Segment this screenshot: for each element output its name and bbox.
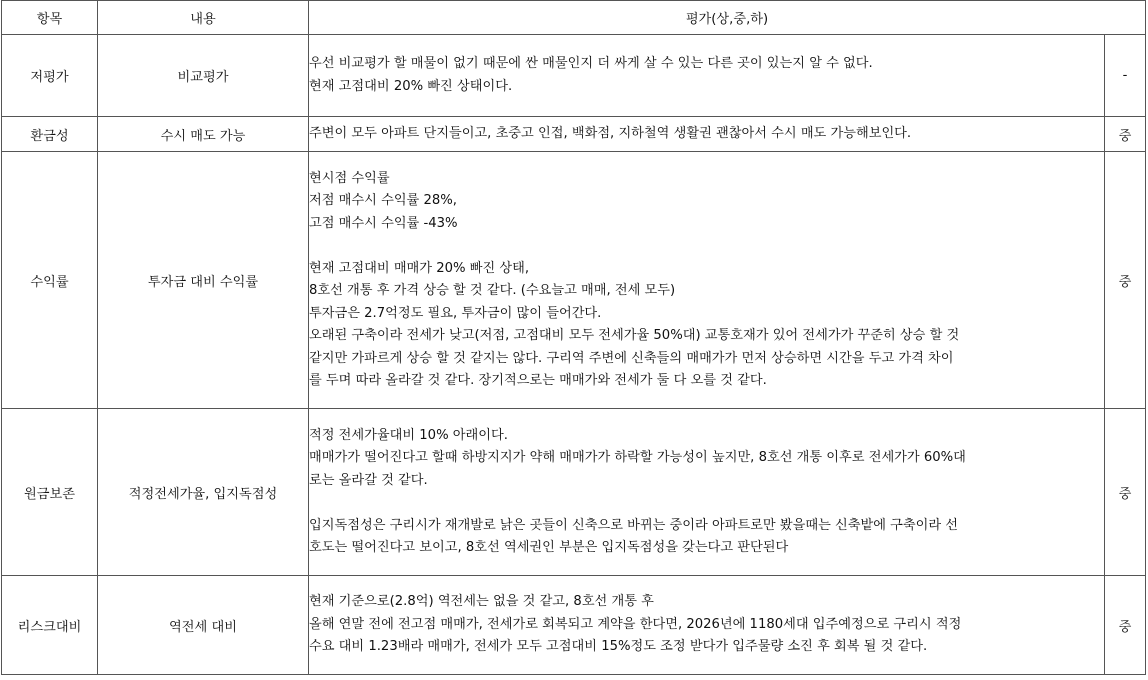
description-line: 적정 전세가율대비 10% 아래이다. <box>309 427 508 443</box>
description-line: 현재 기준으로(2.8억) 역전세는 없을 것 같고, 8호선 개통 후 <box>309 594 654 610</box>
row-grade: 중 <box>1105 117 1146 152</box>
row-item: 저평가 <box>2 35 98 117</box>
row-description <box>309 152 1105 409</box>
description-line: 투자금은 2.7억정도 필요, 투자금이 많이 들어간다. <box>309 305 602 321</box>
description-line: 8호선 개통 후 가격 상승 할 것 같다. (수요늘고 매매, 전세 모두) <box>309 283 676 298</box>
header-evaluation: 평가(상,중,하) <box>309 1 1146 35</box>
table-row <box>2 117 1146 152</box>
row-description <box>309 409 1105 576</box>
description-line: 현재 고점대비 20% 빠진 상태이다. <box>309 78 513 94</box>
description-line: 올해 연말 전에 전고점 매매가, 전세가로 회복되고 계약을 한다면, 2026년에 1180세대 입주예정으로 구리시 적정 <box>309 616 962 632</box>
blank-line <box>309 492 1104 515</box>
row-description <box>309 35 1105 117</box>
row-grade: 중 <box>1105 576 1146 675</box>
header-content: 내용 <box>98 1 309 35</box>
description-line: 저점 매수시 수익률 28%, <box>309 193 457 208</box>
row-content: 적정전세가율, 입지독점성 <box>98 409 309 576</box>
row-grade: 중 <box>1105 409 1146 576</box>
table-row <box>2 35 1146 117</box>
description-line: 오래된 구축이라 전세가 낮고(저점, 고점대비 모두 전세가율 50%대) 교통호재가 있어 전세가가 꾸준히 상승 할 것 <box>309 328 960 343</box>
description-line: 를 두며 따라 올라갈 것 같다. 장기적으로는 매매가와 전세가 둘 다 오를 것 같다. <box>309 373 767 388</box>
row-content: 수시 매도 가능 <box>98 117 309 152</box>
table-row <box>2 409 1146 576</box>
description-line: 현시점 수익률 <box>309 170 390 186</box>
evaluation-table <box>1 0 1146 675</box>
row-item: 환금성 <box>2 117 98 152</box>
row-content: 역전세 대비 <box>98 576 309 675</box>
row-item: 원금보존 <box>2 409 98 576</box>
description-line: 입지독점성은 구리시가 재개발로 낡은 곳들이 신축으로 바뀌는 중이라 아파트로만 봤을때는 신축밭에 구축이라 선 <box>309 517 959 533</box>
row-description <box>309 576 1105 675</box>
description-line: 호도는 떨어진다고 보이고, 8호선 역세권인 부분은 입지독점성을 갖는다고 판단된다 <box>309 540 789 555</box>
description-line: 같지만 가파르게 상승 할 것 같지는 않다. 구리역 주변에 신축들의 매매가가 먼저 상승하면 시간을 두고 가격 차이 <box>309 350 954 366</box>
description-line: 매매가가 떨어진다고 할때 하방지지가 약해 매매가가 하락할 가능성이 높지만, 8호선 개통 이후로 전세가가 60%대 <box>309 450 966 465</box>
description-line: 고점 매수시 수익률 -43% <box>309 215 458 231</box>
description-line: 수요 대비 1.23배라 매매가, 전세가 모두 고점대비 15%정도 조정 받다가 입주물량 소진 후 회복 될 것 같다. <box>309 639 928 655</box>
row-content: 투자금 대비 수익률 <box>98 152 309 409</box>
row-grade: 중 <box>1105 152 1146 409</box>
row-content: 비교평가 <box>98 35 309 117</box>
description-line: 우선 비교평가 할 매물이 없기 때문에 싼 매물인지 더 싸게 살 수 있는 다른 곳이 있는지 알 수 없다. <box>309 56 873 71</box>
header-row <box>2 1 1146 35</box>
table-row <box>2 576 1146 675</box>
description-line: 현재 고점대비 매매가 20% 빠진 상태, <box>309 260 530 276</box>
row-grade: - <box>1105 35 1146 117</box>
blank-line <box>309 235 1104 258</box>
row-item: 수익률 <box>2 152 98 409</box>
table-row <box>2 152 1146 409</box>
description-line: 로는 올라갈 것 같다. <box>309 472 428 488</box>
row-item: 리스크대비 <box>2 576 98 675</box>
header-item: 항목 <box>2 1 98 35</box>
description-line: 주변이 모두 아파트 단지들이고, 초중고 인접, 백화점, 지하철역 생활권 괜찮아서 수시 매도 가능해보인다. <box>309 125 912 141</box>
row-description <box>309 117 1105 152</box>
